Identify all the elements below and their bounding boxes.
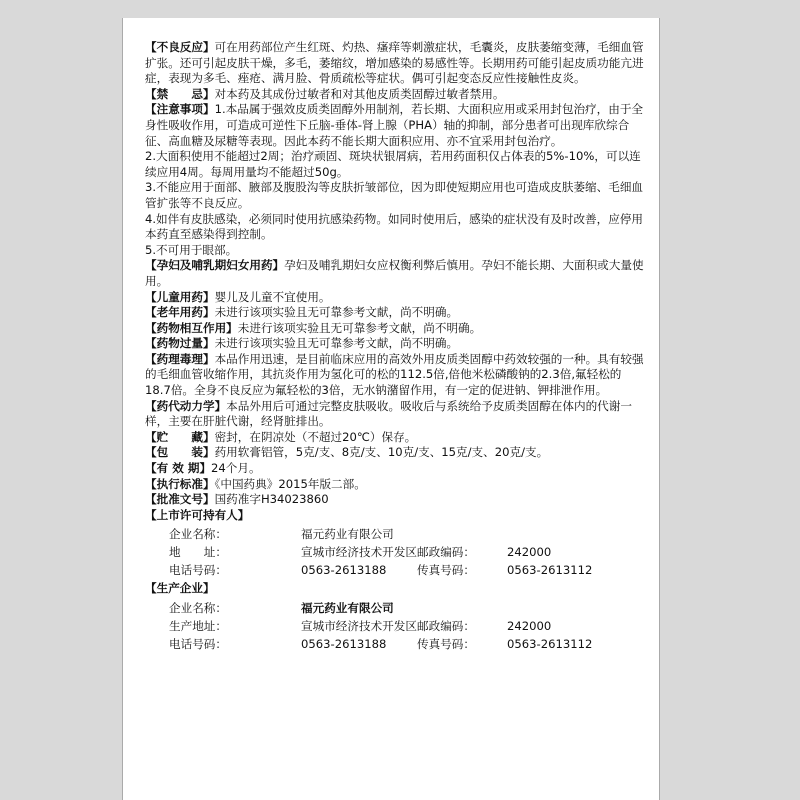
section-interactions (145, 321, 645, 337)
fax-value: 0563-2613112 (507, 637, 593, 651)
phone-value: 0563-2613188 (301, 563, 387, 578)
manufacturer-info-grid (153, 599, 645, 653)
section-storage (145, 430, 645, 446)
section-text: 未进行该项实验且无可靠参考文献，尚不明确。 (214, 336, 459, 351)
section-text: 婴儿及儿童不宜使用。 (214, 289, 331, 304)
section-label: 【药物相互作用】 (145, 320, 238, 335)
precaution-item: 3.不能应用于面部、腋部及腹股沟等皮肤折皱部位，因为即使短期应用也可造成皮肤萎缩、毛细血管扩张等不良反应。 (145, 180, 644, 210)
precaution-item: 5.不可用于眼部。 (145, 242, 238, 257)
holder-info-grid (153, 525, 645, 579)
precaution-item: 2.大面积使用不能超过2周；治疗顽固、斑块状银屑病，若用药面积仅占体表的5%-10%，可以连续应用4周。每周用量均不能超过50g。 (145, 149, 641, 179)
fax-label: 传真号码： (417, 563, 475, 578)
fax-label: 传真号码： (417, 637, 475, 651)
section-label: 【老年用药】 (145, 305, 215, 320)
section-text: 本品外用后可通过完整皮肤吸收。吸收后与系统给予皮质类固醇在体内的代谢一样，主要在肝脏代谢，经肾脏排出。 (145, 398, 632, 429)
section-adverse-reactions (145, 40, 645, 87)
section-text: 24个月。 (211, 461, 261, 476)
section-label: 【包 装】 (145, 445, 215, 460)
phone-value: 0563-2613188 (301, 637, 387, 651)
fax-value: 0563-2613112 (507, 563, 593, 578)
section-text: 可在用药部位产生红斑、灼热、瘙痒等刺激症状，毛囊炎，皮肤萎缩变薄，毛细血管扩张。还可引起皮肤干燥，多毛，萎缩纹，增加感染的易感性等。长期用药可能引起皮质功能亢进症，表现为多毛、痤疮、满月脸、骨质疏松等症状。偶可引起变态反应性接触性皮炎。 (145, 40, 644, 86)
section-label: 【药理毒理】 (145, 351, 215, 366)
section-label: 【不良反应】 (145, 40, 215, 54)
section-pharmacology (145, 352, 645, 399)
leaflet-content (145, 40, 645, 655)
postcode-value: 242000 (507, 545, 552, 560)
section-text: 国药准字H34023860 (214, 492, 329, 507)
section-package (145, 445, 645, 461)
precaution-item: 4.如伴有皮肤感染，必须同时使用抗感染药物。如同时使用后，感染的症状没有及时改善，应停用本药直至感染得到控制。 (145, 211, 644, 242)
section-text: 密封，在阴凉处（不超过20℃）保存。 (214, 429, 417, 444)
section-label: 【贮 藏】 (145, 429, 215, 444)
section-contraindications (145, 87, 645, 103)
postcode-value: 242000 (507, 619, 552, 633)
section-text: 本品作用迅速，是目前临床应用的高效外用皮质类固醇中药效较强的一种。具有较强的毛细血管收缩作用，其抗炎作用为氢化可的松的112.5倍,倍他米松磷酸钠的2.3倍,氟轻松的18.7倍。全身不良反应为氟轻松的3倍，无水钠潴留作用，有一定的促进钠、钾排泄作用。 (145, 351, 644, 398)
address-value: 宣城市经济技术开发区 (301, 619, 417, 633)
address-value: 宣城市经济技术开发区 (301, 545, 417, 560)
section-approval-number (145, 492, 645, 508)
section-text: 药用软膏铝管，5克/支、8克/支、10克/支、15克/支、20克/支。 (214, 445, 549, 460)
postcode-label: 邮政编码： (417, 545, 475, 560)
section-validity (145, 461, 645, 477)
phone-label: 电话号码： (169, 563, 227, 578)
address-label: 地 址： (169, 545, 227, 560)
section-pregnancy (145, 258, 645, 289)
address-label: 生产地址： (169, 619, 227, 633)
section-label: 【药物过量】 (145, 336, 215, 351)
section-label: 【孕妇及哺乳期妇女用药】 (145, 258, 285, 273)
section-text: 未进行该项实验且无可靠参考文献，尚不明确。 (214, 305, 459, 320)
section-label: 【执行标准】 (145, 476, 215, 491)
section-text: 对本药及其成份过敏者和对其他皮质类固醇过敏者禁用。 (214, 86, 505, 101)
section-label: 【儿童用药】 (145, 289, 215, 304)
leaflet-page (122, 18, 660, 800)
section-text: 《中国药典》2015年版二部。 (214, 476, 366, 491)
postcode-label: 邮政编码： (417, 619, 475, 633)
section-label: 【禁 忌】 (145, 86, 215, 101)
section-manufacturer (145, 581, 645, 653)
section-elderly (145, 305, 645, 321)
section-label: 【药代动力学】 (145, 398, 227, 413)
section-pharmacokinetics (145, 399, 645, 430)
precaution-item: 1.本品属于强效皮质类固醇外用制剂，若长期、大面积应用或采用封包治疗，由于全身性吸收作用，可造成可逆性下丘脑-垂体-肾上腺（PHA）轴的抑制，部分患者可出现库欣综合征、高血糖及尿糖等表现。因此本药不能长期大面积应用、亦不宜采用封包治疗。 (145, 102, 644, 148)
section-label: 【生产企业】 (145, 581, 215, 596)
company-name-label: 企业名称： (169, 601, 227, 615)
section-overdose (145, 336, 645, 352)
company-name-label: 企业名称： (169, 527, 227, 542)
section-label: 【注意事项】 (145, 102, 215, 117)
section-children (145, 290, 645, 306)
section-label: 【上市许可持有人】 (145, 507, 250, 522)
section-label: 【有 效 期】 (145, 461, 212, 476)
section-label: 【批准文号】 (145, 492, 215, 507)
company-name-value: 福元药业有限公司 (301, 527, 394, 542)
section-license-holder (145, 508, 645, 580)
section-precautions (145, 102, 645, 258)
phone-label: 电话号码： (169, 637, 227, 651)
company-name-value: 福元药业有限公司 (301, 601, 394, 615)
section-text: 孕妇及哺乳期妇女应权衡利弊后慎用。孕妇不能长期、大面积或大量使用。 (145, 258, 644, 288)
section-text: 未进行该项实验且无可靠参考文献，尚不明确。 (237, 320, 482, 335)
section-standard (145, 477, 645, 493)
